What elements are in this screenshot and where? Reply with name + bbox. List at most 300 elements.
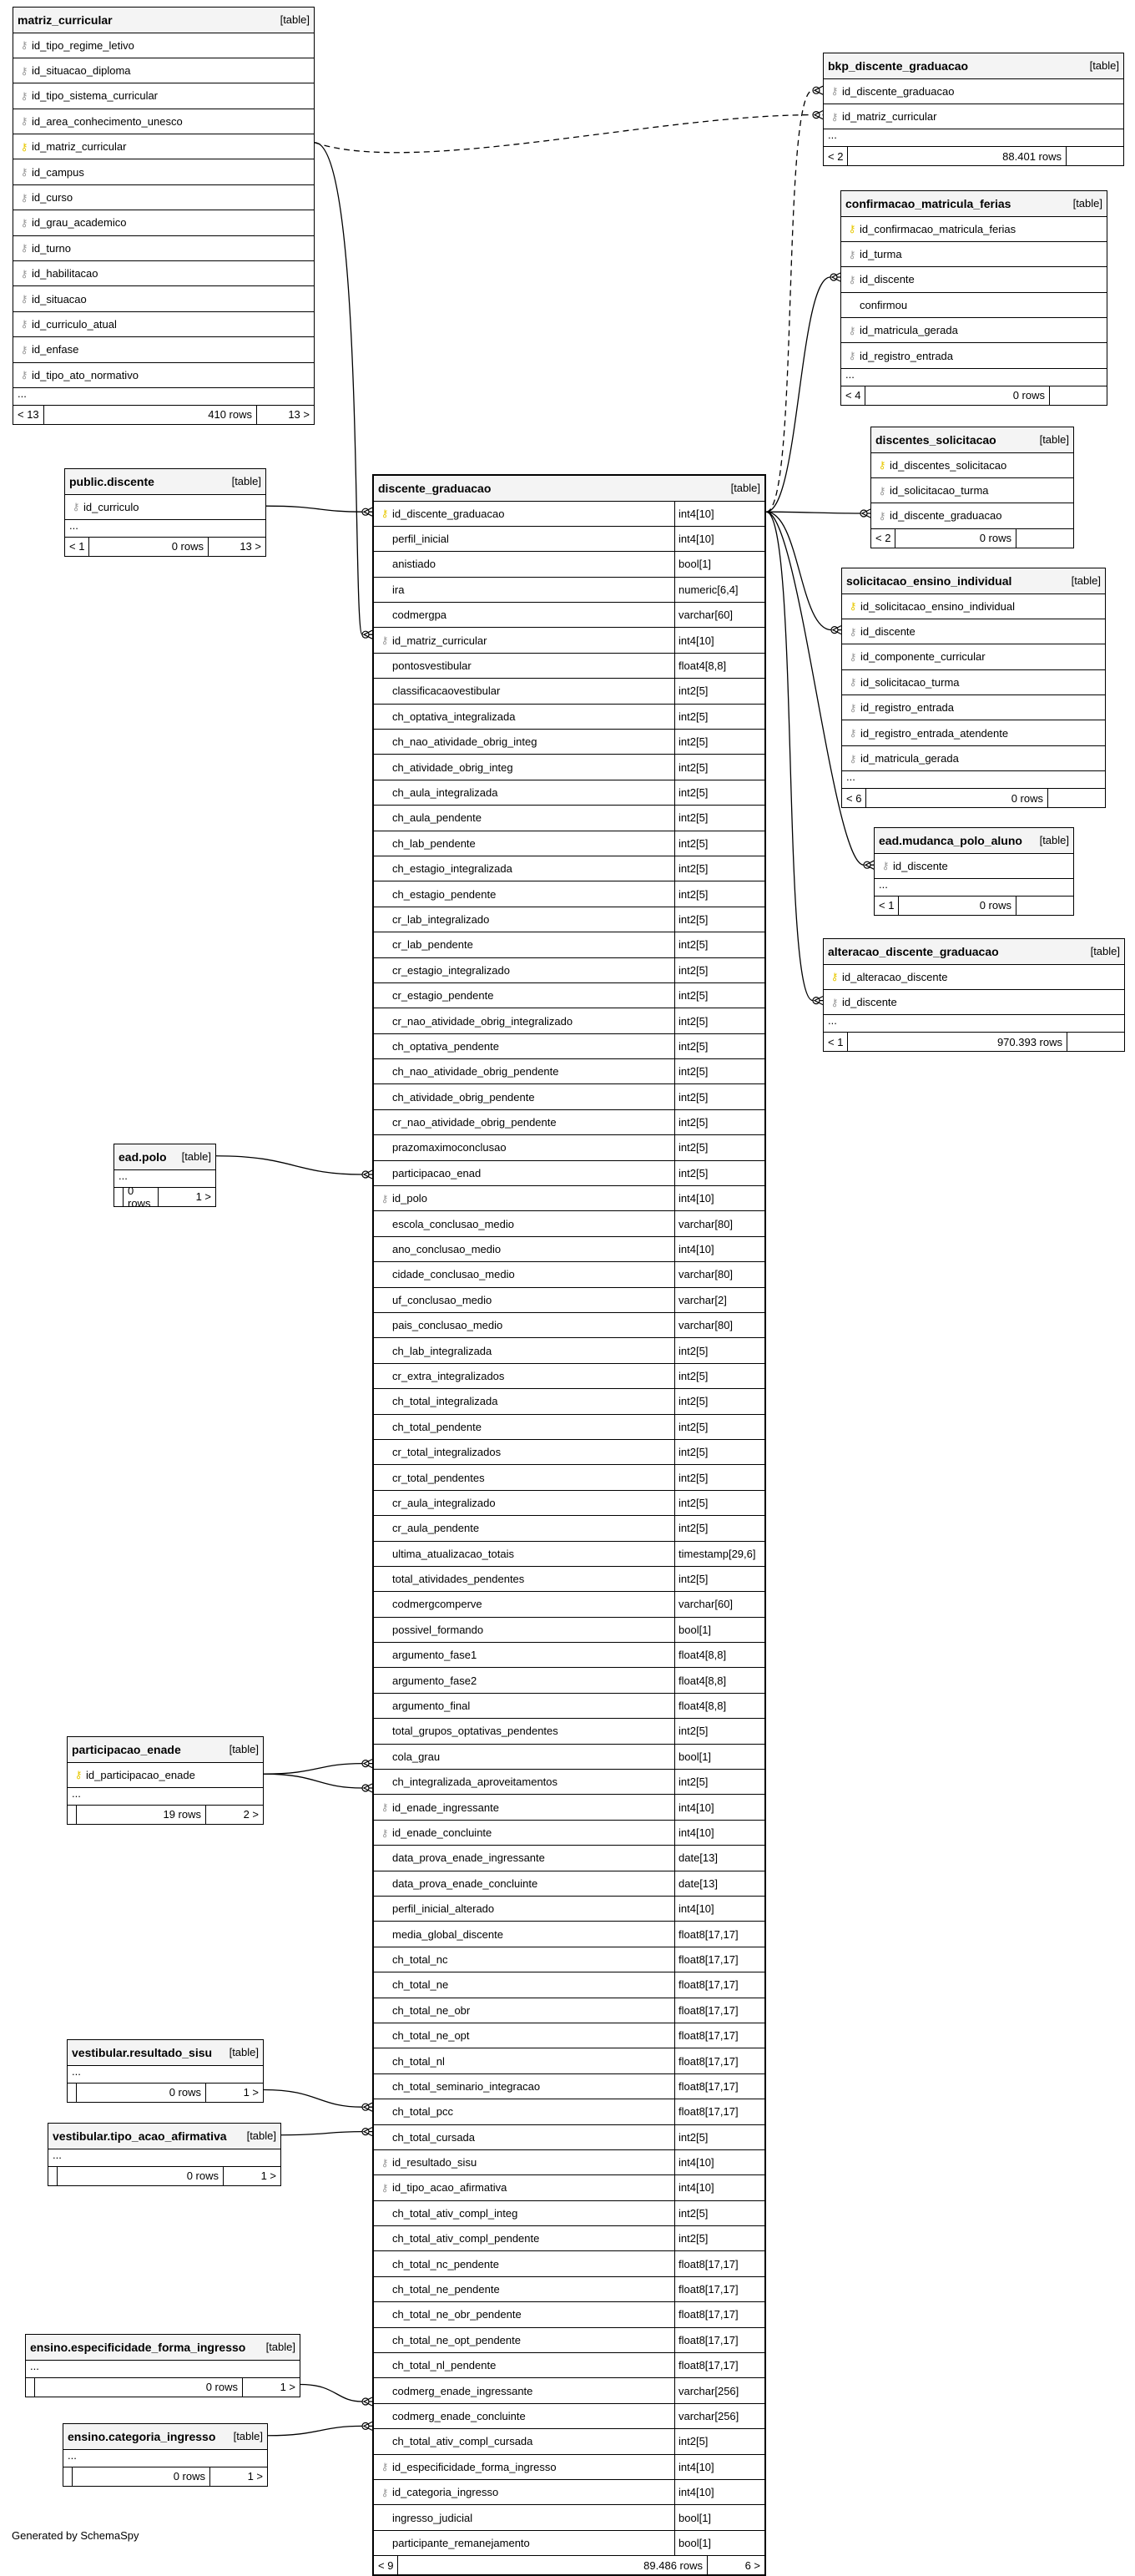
column-type: int2[5]	[674, 907, 764, 932]
children-count[interactable]: 1 >	[247, 2470, 263, 2483]
column-row[interactable]	[841, 318, 1107, 343]
column-row[interactable]	[841, 293, 1107, 318]
column-type: int4[10]	[674, 2175, 764, 2200]
column-row[interactable]	[13, 58, 314, 83]
column-name: id_turma	[860, 248, 902, 261]
column-cell	[374, 1186, 674, 1210]
column-type: int2[5]	[674, 730, 764, 754]
column-row[interactable]	[374, 932, 764, 957]
column-row[interactable]	[871, 478, 1073, 503]
column-row[interactable]	[374, 603, 764, 628]
parents-count[interactable]	[63, 2467, 73, 2486]
children-count[interactable]: 1 >	[195, 1190, 211, 1203]
column-row[interactable]	[841, 217, 1107, 242]
table-ensino-categoria[interactable]	[63, 2423, 268, 2487]
column-row[interactable]	[374, 1694, 764, 1719]
column-name: argumento_final	[392, 1700, 471, 1713]
column-cell	[374, 1084, 674, 1109]
column-type: int2[5]	[674, 1008, 764, 1033]
column-cell	[374, 1491, 674, 1515]
column-row[interactable]	[374, 1972, 764, 1998]
table-header	[48, 2124, 280, 2149]
column-name: id_enfase	[32, 343, 79, 356]
table-ead-mudanca-polo-aluno[interactable]	[874, 827, 1074, 916]
table-ead-polo[interactable]	[114, 1144, 216, 1210]
column-row[interactable]	[374, 1237, 764, 1262]
column-name: confirmou	[860, 298, 908, 311]
column-cell	[374, 2378, 674, 2402]
table-header	[68, 1737, 263, 1763]
column-row[interactable]	[374, 1922, 764, 1947]
column-cell	[13, 210, 314, 235]
column-name: ch_nao_atividade_obrig_integ	[392, 735, 537, 749]
column-name: id_registro_entrada	[860, 701, 955, 715]
column-row[interactable]	[374, 2277, 764, 2302]
column-name: data_prova_enade_concluinte	[392, 1876, 538, 1890]
column-type: int4[10]	[674, 1897, 764, 1921]
table-solicitacao-ensino-individual[interactable]	[841, 568, 1106, 808]
column-row[interactable]	[374, 1491, 764, 1516]
column-row[interactable]	[871, 453, 1073, 478]
foreign-key-icon: ⚷	[20, 216, 28, 229]
parents-count[interactable]: < 6	[842, 789, 866, 807]
column-cell	[374, 2201, 674, 2225]
table-title: discentes_solicitacao	[875, 432, 996, 447]
column-row[interactable]	[68, 1763, 263, 1788]
column-row[interactable]	[842, 594, 1105, 619]
column-row[interactable]	[374, 1034, 764, 1059]
column-row[interactable]	[374, 1161, 764, 1186]
primary-key-icon: ⚷	[830, 971, 839, 983]
column-cell	[374, 1592, 674, 1616]
children-count[interactable]	[1048, 789, 1105, 807]
column-name: id_matriz_curricular	[32, 140, 127, 154]
column-name: cr_lab_integralizado	[392, 912, 490, 926]
column-row[interactable]	[13, 286, 314, 311]
column-row[interactable]	[374, 1821, 764, 1846]
column-row[interactable]	[842, 619, 1105, 644]
foreign-key-icon: ⚷	[381, 2461, 389, 2473]
table-bkp-discente-graduacao[interactable]	[823, 53, 1124, 166]
children-count[interactable]	[1050, 386, 1107, 405]
column-row[interactable]	[374, 780, 764, 806]
column-row[interactable]	[374, 983, 764, 1008]
table-title: ead.mudanca_polo_aluno	[879, 833, 1022, 847]
parents-count[interactable]	[26, 2378, 35, 2397]
column-row[interactable]	[374, 2378, 764, 2403]
children-count[interactable]: 6 >	[744, 2558, 760, 2572]
column-name: id_alteracao_discente	[842, 970, 948, 983]
column-type: int2[5]	[674, 831, 764, 856]
column-row[interactable]	[374, 2505, 764, 2530]
parents-count[interactable]: < 2	[871, 529, 895, 548]
children-count[interactable]	[1067, 1033, 1124, 1051]
children-count[interactable]: 1 >	[280, 2381, 295, 2393]
column-row[interactable]	[374, 2429, 764, 2454]
column-row[interactable]	[374, 1668, 764, 1693]
column-name: ch_total_seminario_integracao	[392, 2079, 541, 2093]
primary-key-icon: ⚷	[74, 1769, 83, 1781]
table-footer	[68, 1806, 263, 1824]
column-row[interactable]	[13, 109, 314, 134]
column-name: id_curso	[32, 191, 73, 205]
more-columns-ellipsis: ...	[824, 129, 1123, 147]
column-row[interactable]	[374, 1313, 764, 1338]
column-name: total_atividades_pendentes	[392, 1573, 525, 1586]
more-columns-ellipsis: ...	[824, 1015, 1124, 1033]
column-row[interactable]	[13, 210, 314, 235]
column-row[interactable]	[374, 2328, 764, 2353]
column-row[interactable]	[374, 2175, 764, 2200]
column-type: float8[17,17]	[674, 1998, 764, 2023]
table-kind-label: [table]	[1090, 945, 1120, 958]
column-row[interactable]	[374, 1389, 764, 1414]
column-row[interactable]	[374, 806, 764, 831]
column-row[interactable]	[13, 33, 314, 58]
column-type: timestamp[29,6]	[674, 1542, 764, 1566]
column-row[interactable]	[13, 261, 314, 286]
table-public-discente[interactable]	[64, 468, 266, 557]
table-kind-label: [table]	[1039, 834, 1069, 847]
row-count: 410 rows	[44, 406, 257, 424]
column-cell	[374, 983, 674, 1008]
column-name: id_polo	[392, 1192, 427, 1205]
column-cell	[824, 990, 1124, 1014]
column-row[interactable]	[374, 2353, 764, 2378]
column-cell	[374, 1008, 674, 1033]
table-discentes-solicitacao[interactable]	[870, 427, 1074, 548]
table-matriz-curricular[interactable]	[13, 7, 315, 425]
column-row[interactable]	[374, 1338, 764, 1363]
column-cell	[13, 261, 314, 285]
column-type: int2[5]	[674, 1059, 764, 1083]
column-row[interactable]	[374, 755, 764, 780]
column-row[interactable]	[374, 2404, 764, 2429]
column-name: id_registro_entrada	[860, 349, 954, 362]
column-row[interactable]	[842, 720, 1105, 745]
column-name: id_enade_concluinte	[392, 1826, 492, 1839]
table-footer	[48, 2167, 280, 2185]
table-alteracao-discente-graduacao[interactable]	[823, 938, 1125, 1052]
column-row[interactable]	[824, 104, 1123, 129]
column-row[interactable]	[65, 495, 265, 520]
column-name: id_componente_curricular	[860, 650, 986, 664]
column-name: ch_total_pcc	[392, 2105, 453, 2119]
foreign-key-icon: ⚷	[849, 701, 857, 714]
table-title: discente_graduacao	[378, 481, 492, 495]
table-ensino-especificidade[interactable]	[25, 2334, 300, 2397]
column-row[interactable]	[374, 1719, 764, 1744]
column-name: id_discente	[860, 273, 915, 286]
column-row[interactable]	[841, 267, 1107, 292]
table-discente-graduacao[interactable]	[372, 474, 766, 2576]
column-row[interactable]	[824, 990, 1124, 1015]
table-title: bkp_discente_graduacao	[828, 58, 969, 73]
children-count[interactable]: 2 >	[243, 1808, 259, 1821]
column-cell	[875, 854, 1073, 878]
column-row[interactable]	[374, 2455, 764, 2480]
parents-count[interactable]: < 9	[374, 2556, 398, 2574]
table-kind-label: [table]	[280, 13, 310, 27]
column-name: ch_total_nl	[392, 2054, 445, 2068]
table-kind-label: [table]	[1039, 433, 1069, 447]
column-type: int2[5]	[674, 1389, 764, 1413]
column-row[interactable]	[824, 79, 1123, 104]
foreign-key-icon: ⚷	[20, 267, 28, 280]
column-name: cr_aula_integralizado	[392, 1496, 496, 1509]
column-row[interactable]	[13, 363, 314, 388]
column-row[interactable]	[374, 2226, 764, 2251]
children-count[interactable]	[1016, 529, 1073, 548]
column-row[interactable]	[374, 2150, 764, 2175]
column-row[interactable]	[374, 578, 764, 603]
column-name: ch_total_nl_pendente	[392, 2359, 497, 2372]
column-row[interactable]	[374, 1059, 764, 1084]
column-row[interactable]	[374, 730, 764, 755]
column-name: argumento_fase1	[392, 1649, 477, 1662]
column-name: id_enade_ingressante	[392, 1801, 499, 1814]
column-type: int4[10]	[674, 1186, 764, 1210]
parents-count[interactable]: < 1	[65, 538, 89, 556]
column-row[interactable]	[374, 1186, 764, 1211]
column-name: ingresso_judicial	[392, 2511, 473, 2524]
parents-count[interactable]: < 13	[13, 406, 44, 424]
table-confirmacao-matricula-ferias[interactable]	[840, 190, 1107, 406]
column-row[interactable]	[374, 679, 764, 704]
more-columns-ellipsis: ...	[841, 369, 1107, 386]
column-row[interactable]	[842, 695, 1105, 720]
parents-count[interactable]	[48, 2167, 58, 2185]
column-name: ch_total_ne_pendente	[392, 2283, 500, 2296]
column-row[interactable]	[374, 1542, 764, 1567]
column-row[interactable]	[374, 907, 764, 932]
column-row[interactable]	[374, 2201, 764, 2226]
column-row[interactable]	[13, 236, 314, 261]
column-type: int2[5]	[674, 1567, 764, 1591]
more-columns-ellipsis: ...	[875, 879, 1073, 897]
foreign-key-icon: ⚷	[381, 2486, 389, 2498]
table-footer	[875, 897, 1073, 915]
column-row[interactable]	[374, 2302, 764, 2327]
column-row[interactable]	[374, 628, 764, 653]
column-cell	[374, 1288, 674, 1312]
table-vestibular-resultado-sisu[interactable]	[67, 2039, 264, 2103]
table-participacao-enade[interactable]	[67, 1736, 264, 1825]
more-columns-ellipsis: ...	[48, 2149, 280, 2167]
column-row[interactable]	[374, 2125, 764, 2150]
column-row[interactable]	[374, 2023, 764, 2048]
column-name: possivel_formando	[392, 1623, 484, 1636]
children-count[interactable]: 13 >	[240, 540, 261, 553]
column-name: id_tipo_acao_afirmativa	[392, 2181, 507, 2195]
table-vestibular-tipo-acao-afirmativa[interactable]	[48, 2123, 281, 2186]
column-cell	[374, 755, 674, 779]
table-header	[842, 568, 1105, 594]
fk-line-id-especificidade-forma-ingresso	[300, 2385, 372, 2402]
parents-count[interactable]: < 4	[841, 386, 865, 405]
column-row[interactable]	[374, 2048, 764, 2073]
row-count: 0 rows	[124, 1188, 159, 1206]
column-cell	[374, 705, 674, 729]
column-cell	[374, 1059, 674, 1083]
table-title: confirmacao_matricula_ferias	[845, 196, 1011, 210]
column-row[interactable]	[842, 644, 1105, 669]
column-row[interactable]	[374, 1846, 764, 1871]
table-header	[374, 476, 764, 502]
column-row[interactable]	[842, 746, 1105, 771]
column-cell	[374, 2150, 674, 2174]
column-type: numeric[6,4]	[674, 578, 764, 602]
column-type: int2[5]	[674, 1491, 764, 1515]
column-cell	[65, 495, 265, 519]
column-row[interactable]	[374, 1415, 764, 1440]
column-row[interactable]	[374, 1465, 764, 1490]
column-row[interactable]	[374, 2531, 764, 2556]
column-cell	[13, 363, 314, 387]
column-name: ira	[392, 583, 405, 596]
column-cell	[374, 2226, 674, 2250]
children-count[interactable]: 1 >	[243, 2086, 259, 2099]
column-type: int2[5]	[674, 856, 764, 881]
parents-count[interactable]: < 2	[824, 147, 848, 165]
children-count[interactable]	[1067, 147, 1123, 165]
column-name: ch_estagio_integralizada	[392, 862, 512, 876]
table-header	[824, 939, 1124, 965]
column-cell	[374, 654, 674, 678]
foreign-key-icon: ⚷	[848, 350, 856, 362]
column-row[interactable]	[374, 1643, 764, 1668]
row-count: 0 rows	[865, 386, 1050, 405]
column-type: int4[10]	[674, 502, 764, 526]
column-row[interactable]	[374, 1211, 764, 1236]
column-row[interactable]	[374, 1567, 764, 1592]
column-row[interactable]	[374, 502, 764, 527]
column-cell	[374, 2048, 674, 2073]
column-name: anistiado	[392, 558, 436, 571]
column-cell	[374, 1922, 674, 1946]
column-row[interactable]	[374, 1745, 764, 1770]
column-row[interactable]	[13, 134, 314, 159]
column-cell	[374, 2404, 674, 2428]
column-row[interactable]	[374, 1262, 764, 1287]
column-row[interactable]	[13, 159, 314, 184]
column-row[interactable]	[374, 1618, 764, 1643]
column-row[interactable]	[374, 705, 764, 730]
column-row[interactable]	[374, 527, 764, 552]
children-count[interactable]: 13 >	[288, 408, 310, 422]
column-row[interactable]	[374, 831, 764, 856]
column-type: int2[5]	[674, 2125, 764, 2149]
column-row[interactable]	[374, 1110, 764, 1135]
column-row[interactable]	[824, 965, 1124, 990]
column-row[interactable]	[374, 1440, 764, 1465]
more-columns-ellipsis: ...	[13, 388, 314, 406]
column-row[interactable]	[374, 654, 764, 679]
children-count[interactable]	[1016, 897, 1073, 915]
column-row[interactable]	[374, 1516, 764, 1541]
table-kind-label: [table]	[1089, 59, 1119, 73]
column-row[interactable]	[374, 1288, 764, 1313]
column-row[interactable]	[374, 1135, 764, 1160]
column-row[interactable]	[374, 1084, 764, 1109]
fk-line-alteracao-discente-graduacao	[766, 512, 823, 1000]
column-row[interactable]	[374, 2480, 764, 2505]
parents-count[interactable]: < 1	[875, 897, 899, 915]
column-row[interactable]	[374, 1008, 764, 1033]
table-title: ensino.categoria_ingresso	[68, 2429, 216, 2443]
table-footer	[374, 2556, 764, 2574]
column-name: codmerg_enade_ingressante	[392, 2384, 533, 2397]
column-cell	[13, 33, 314, 58]
foreign-key-icon: ⚷	[20, 318, 28, 331]
column-row[interactable]	[842, 670, 1105, 695]
column-type: float8[17,17]	[674, 1922, 764, 1946]
column-cell	[374, 502, 674, 526]
parents-count[interactable]	[68, 1806, 77, 1824]
column-name: id_situacao	[32, 292, 87, 306]
column-cell	[374, 2505, 674, 2529]
column-row[interactable]	[374, 1364, 764, 1389]
column-row[interactable]	[374, 958, 764, 983]
column-cell	[374, 2429, 674, 2453]
foreign-key-icon: ⚷	[20, 369, 28, 381]
column-row[interactable]	[374, 1871, 764, 1897]
column-name: ch_total_ativ_compl_pendente	[392, 2232, 540, 2245]
children-count[interactable]: 1 >	[260, 2169, 276, 2182]
column-row[interactable]	[875, 854, 1073, 879]
primary-key-icon: ⚷	[878, 459, 886, 472]
column-name: id_situacao_diploma	[32, 64, 131, 78]
column-row[interactable]	[374, 1592, 764, 1617]
column-cell	[13, 286, 314, 311]
column-row[interactable]	[871, 503, 1073, 528]
generator-credit: Generated by SchemaSpy	[12, 2529, 139, 2542]
table-header	[26, 2335, 300, 2361]
parents-count[interactable]	[68, 2084, 77, 2102]
column-row[interactable]	[374, 1998, 764, 2023]
column-type: int2[5]	[674, 1034, 764, 1058]
parents-count[interactable]	[114, 1188, 124, 1206]
column-name: id_resultado_sisu	[392, 2156, 477, 2169]
column-cell	[374, 1618, 674, 1642]
table-header	[68, 2040, 263, 2066]
column-row[interactable]	[13, 185, 314, 210]
table-title: matriz_curricular	[18, 13, 113, 27]
column-row[interactable]	[374, 856, 764, 881]
column-row[interactable]	[374, 2251, 764, 2276]
column-row[interactable]	[374, 1947, 764, 1972]
column-row[interactable]	[13, 337, 314, 362]
column-cell	[841, 318, 1107, 342]
column-type: float8[17,17]	[674, 2277, 764, 2301]
column-row[interactable]	[841, 343, 1107, 368]
column-cell	[374, 1237, 674, 1261]
column-row[interactable]	[374, 2074, 764, 2099]
column-row[interactable]	[13, 83, 314, 109]
column-row[interactable]	[374, 1770, 764, 1795]
column-row[interactable]	[374, 1795, 764, 1820]
column-name: id_discente_graduacao	[842, 84, 955, 98]
parents-count[interactable]: < 1	[824, 1033, 848, 1051]
column-row[interactable]	[374, 552, 764, 577]
column-row[interactable]	[374, 2099, 764, 2124]
column-row[interactable]	[374, 881, 764, 907]
table-kind-label: [table]	[265, 2341, 295, 2354]
column-type: date[13]	[674, 1846, 764, 1870]
column-row[interactable]	[374, 1897, 764, 1922]
column-row[interactable]	[841, 242, 1107, 267]
column-row[interactable]	[13, 312, 314, 337]
